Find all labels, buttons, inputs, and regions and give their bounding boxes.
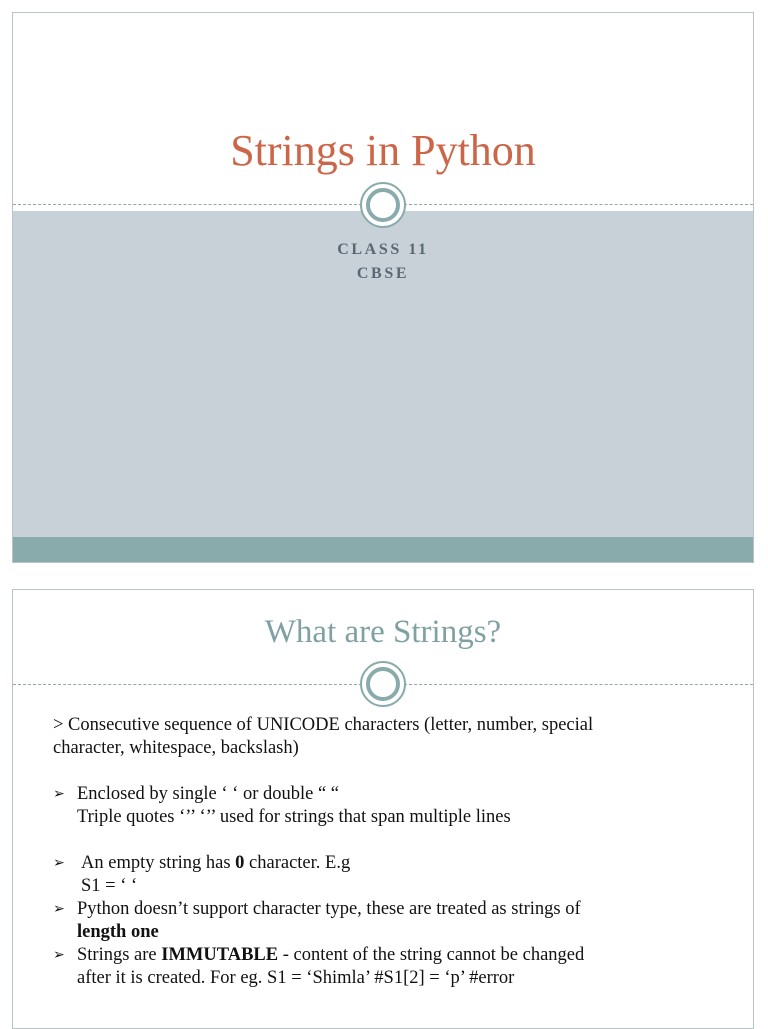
bullet-bold: IMMUTABLE [161, 945, 279, 965]
bullet-line: after it is created. For eg. S1 = ‘Shimla’ #S1[2] = ‘p’ #error [77, 968, 515, 988]
intro-text [53, 714, 733, 760]
bullet-item [53, 783, 733, 829]
arrow-bullet-icon: ➢ [53, 787, 65, 802]
circle-ornament-icon [360, 661, 406, 707]
bullet-bold: 0 [235, 853, 245, 873]
bullet-item [53, 944, 733, 990]
arrow-bullet-icon: ➢ [53, 902, 65, 917]
bullet-text: - content of the string cannot be changed [278, 945, 585, 965]
slide-title: What are Strings? [264, 614, 502, 650]
bullet-bold: length one [77, 922, 159, 942]
content-slide [12, 589, 754, 1029]
bullet-line: Python doesn’t support character type, these are treated as strings of [77, 899, 581, 919]
bullet-item [53, 852, 733, 898]
circle-ornament-icon [360, 182, 406, 228]
arrow-bullet-icon: ➢ [53, 948, 65, 963]
intro-line: character, whitespace, backslash) [53, 738, 299, 758]
bullet-text: An empty string has [81, 853, 236, 873]
intro-line: > Consecutive sequence of UNICODE characters (letter, number, special [53, 715, 594, 735]
bullet-line: Triple quotes ‘’’ ‘’’ used for strings that span multiple lines [77, 807, 511, 827]
subtitle-band [13, 211, 753, 537]
title-slide [12, 12, 754, 563]
slide-title: Strings in Python [230, 126, 536, 175]
bullet-line: Enclosed by single ‘ ‘ or double “ “ [77, 784, 340, 804]
bullet-item [53, 898, 733, 944]
arrow-bullet-icon: ➢ [53, 856, 65, 871]
bullet-text: character. E.g [244, 853, 351, 873]
subtitle-board: CBSE [356, 265, 410, 282]
bullet-line: S1 = ‘ ‘ [81, 876, 138, 896]
footer-band [13, 537, 753, 563]
slide-body [53, 714, 733, 990]
bullet-text: Strings are [77, 945, 162, 965]
subtitle-class: CLASS 11 [337, 241, 429, 258]
